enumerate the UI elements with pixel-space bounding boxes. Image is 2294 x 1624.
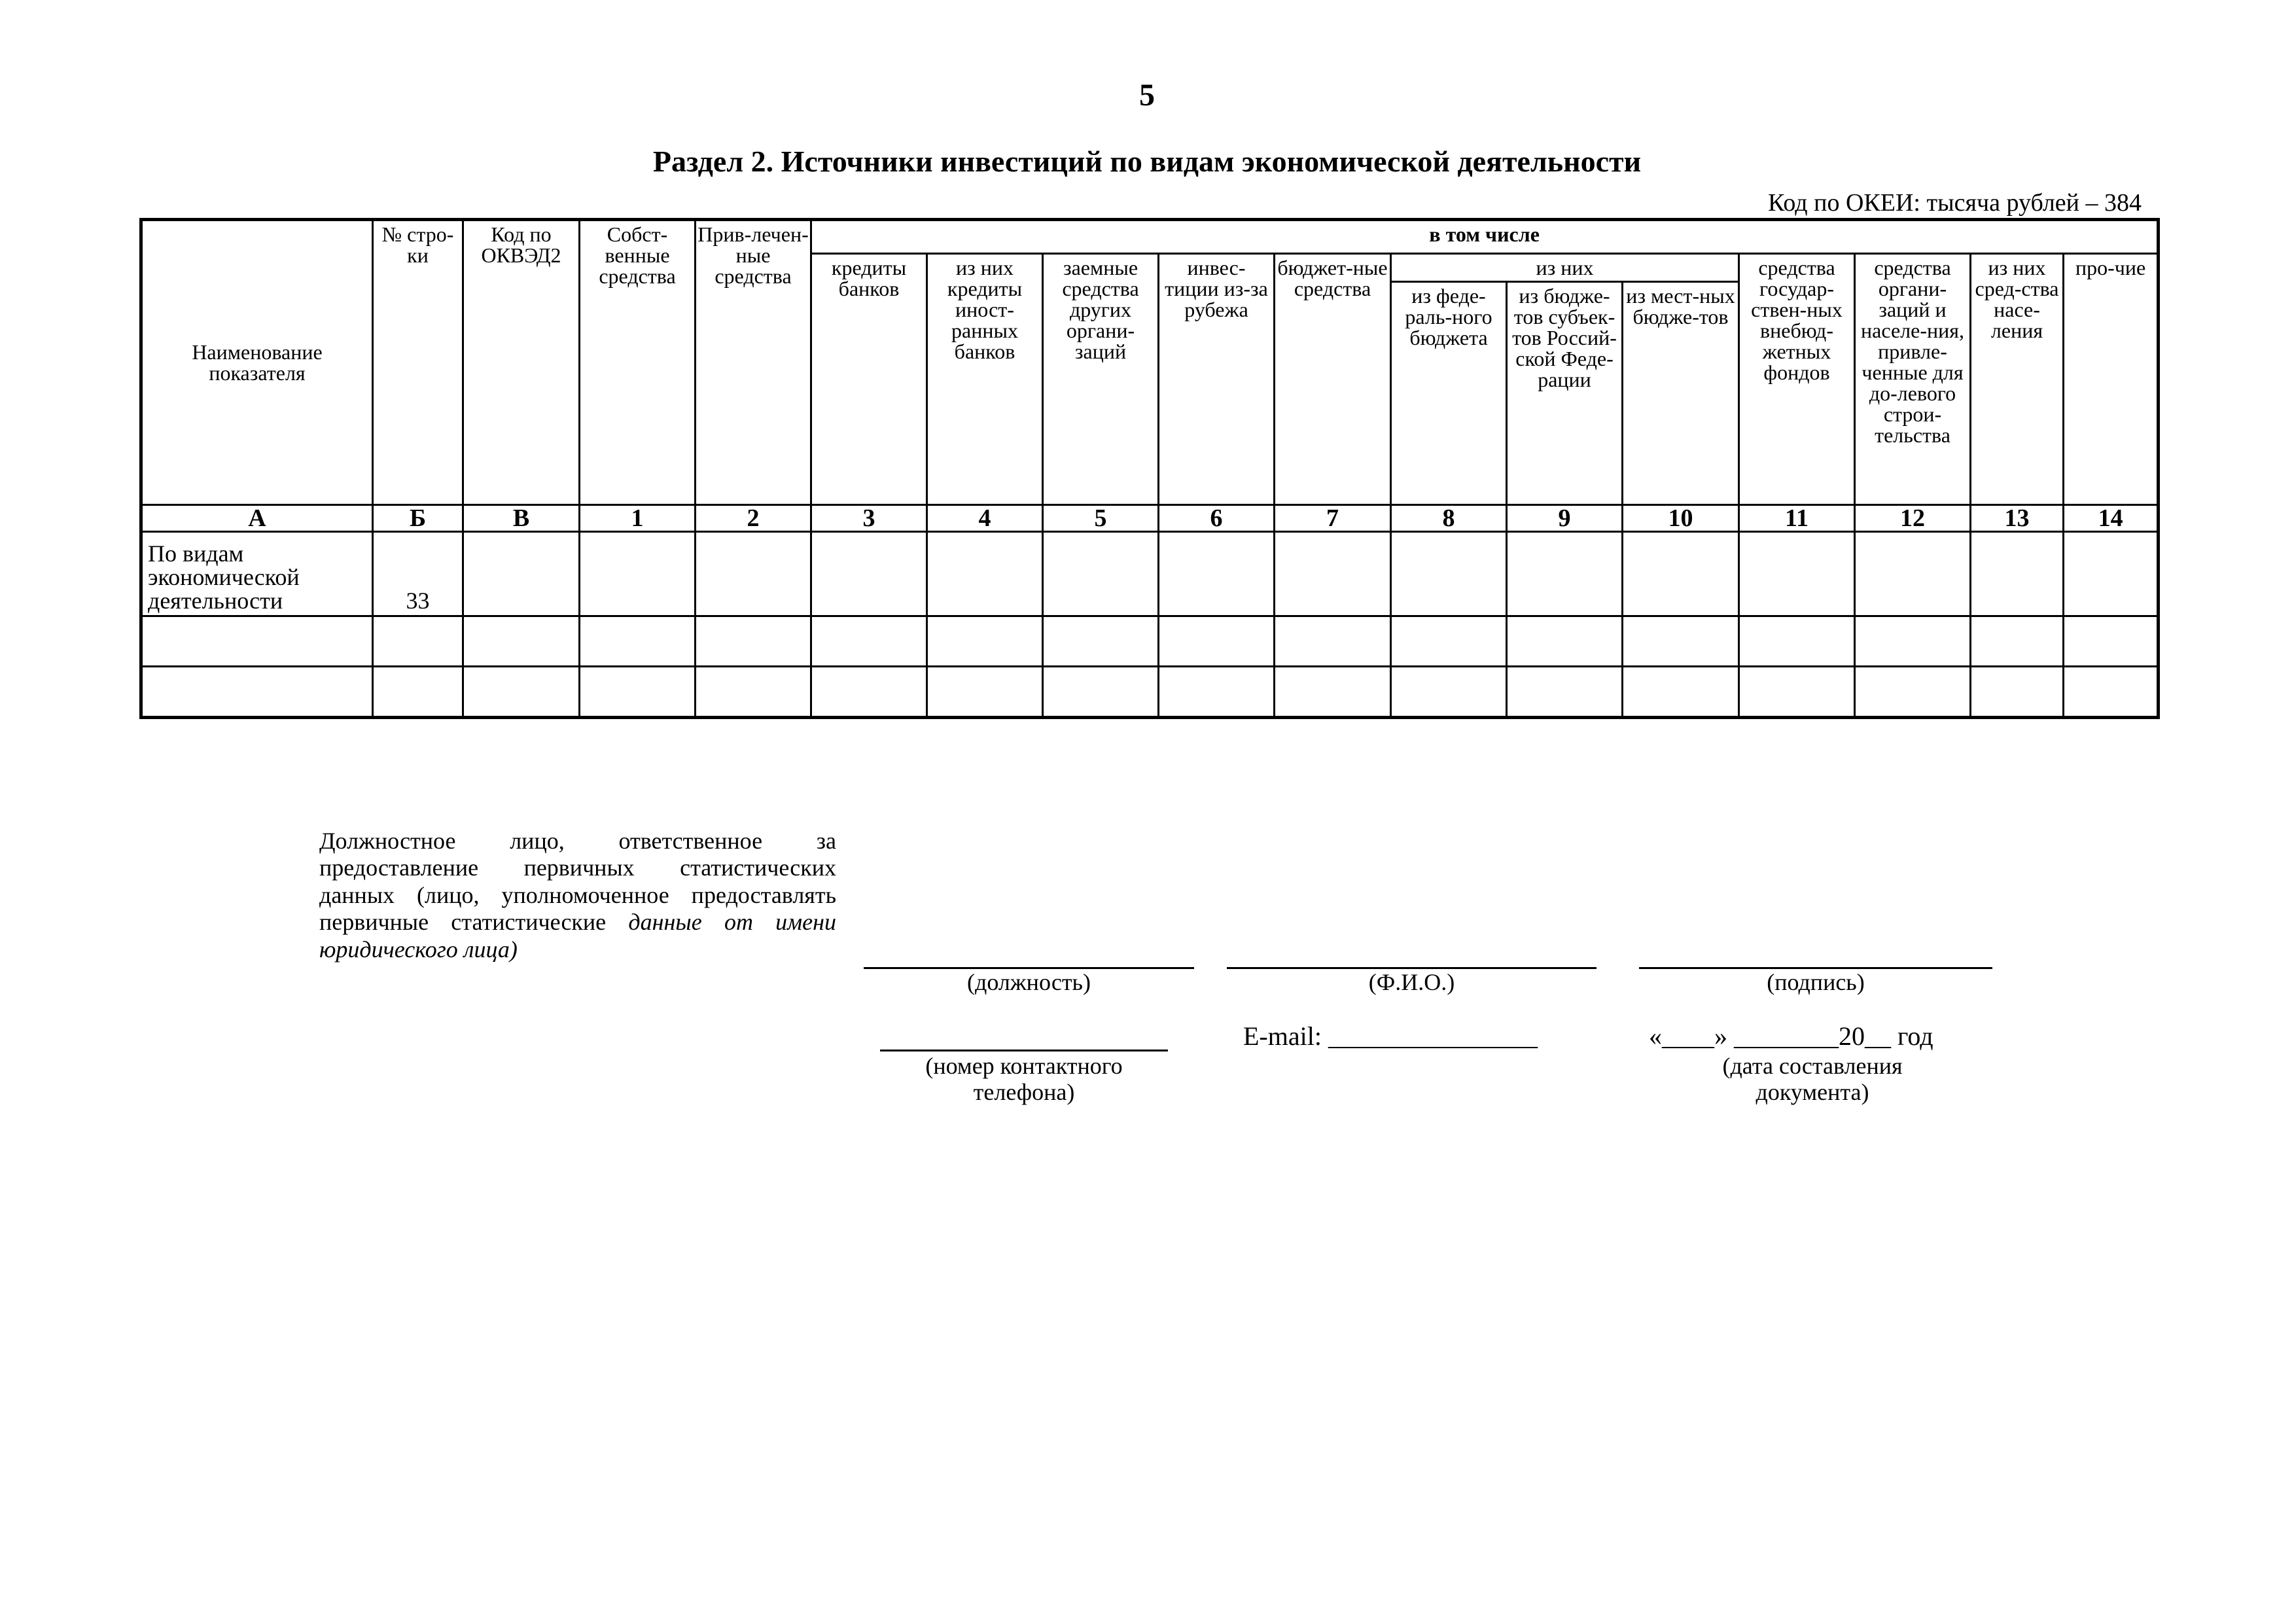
table-cell[interactable] [1507, 667, 1623, 718]
table-cell[interactable] [1043, 616, 1159, 667]
table-cell[interactable] [580, 616, 696, 667]
header-of-them: из них [1391, 254, 1739, 282]
table-cell[interactable] [1971, 532, 2064, 616]
header-borrowed-funds: заемные средства других органи-заций [1043, 254, 1159, 505]
header-population-funds: из них сред-ства насе-ления [1971, 254, 2064, 505]
table-cell[interactable] [696, 532, 811, 616]
column-code: 5 [1043, 505, 1159, 532]
table-cell[interactable] [1159, 667, 1275, 718]
email-field[interactable]: E-mail: ________________ [1243, 1021, 1538, 1051]
row-name: По видам экономической деятельности [141, 532, 373, 616]
table-cell[interactable] [463, 532, 580, 616]
column-code: 11 [1739, 505, 1855, 532]
header-other: про-чие [2064, 254, 2159, 505]
table-cell[interactable] [696, 667, 811, 718]
table-cell[interactable] [811, 667, 927, 718]
column-code: 4 [927, 505, 1043, 532]
section-title: Раздел 2. Источники инвестиций по видам экономической деятельности [652, 145, 1642, 178]
table-cell[interactable] [927, 667, 1043, 718]
column-code: 2 [696, 505, 811, 532]
table-cell[interactable] [1739, 532, 1855, 616]
table-cell[interactable] [1391, 616, 1507, 667]
column-code: 13 [1971, 505, 2064, 532]
column-code: 12 [1855, 505, 1971, 532]
table-cell[interactable] [1275, 667, 1391, 718]
table-cell[interactable] [811, 616, 927, 667]
header-local-budgets: из мест-ных бюдже-тов [1623, 282, 1739, 505]
column-code: А [141, 505, 373, 532]
header-foreign-bank-credits: из них кредиты иност-ранных банков [927, 254, 1043, 505]
header-line-number: № стро-ки [373, 220, 463, 505]
column-code: 3 [811, 505, 927, 532]
header-budget-funds: бюджет-ные средства [1275, 254, 1391, 505]
header-federal-budget: из феде-раль-ного бюджета [1391, 282, 1507, 505]
phone-caption: (номер контактного телефона) [925, 1053, 1123, 1105]
column-code: 10 [1623, 505, 1739, 532]
header-foreign-investment: инвес-тиции из-за рубежа [1159, 254, 1275, 505]
header-attracted-funds: Прив-лечен-ные средства [696, 220, 811, 505]
table-cell[interactable] [696, 616, 811, 667]
header-extrabudgetary-funds: средства государ-ствен-ных внебюд-жетных фондов [1739, 254, 1855, 505]
header-name: Наименование показателя [141, 220, 373, 505]
table-cell[interactable] [1391, 532, 1507, 616]
table-cell[interactable] [463, 667, 580, 718]
table-cell[interactable] [811, 532, 927, 616]
header-own-funds: Собст-венные средства [580, 220, 696, 505]
responsible-person-block [319, 828, 836, 963]
table-cell[interactable] [1623, 532, 1739, 616]
table-cell[interactable] [1391, 667, 1507, 718]
table-cell[interactable] [1623, 667, 1739, 718]
responsible-person-text: Должностное лицо, ответственное за предоставление первичных статистических данных (лицо, уполномоченное предоставлять первичные статистические [319, 828, 836, 936]
header-okved: Код по ОКВЭД2 [463, 220, 580, 505]
header-regional-budgets: из бюдже-тов субъек-тов Россий-ской Феде-рации [1507, 282, 1623, 505]
header-shared-construction: средства органи-заций и населе-ния, привле-ченные для до-левого строи-тельства [1855, 254, 1971, 505]
phone-line[interactable] [880, 1050, 1168, 1051]
table-cell[interactable] [373, 616, 463, 667]
table-cell[interactable] [463, 616, 580, 667]
header-bank-credits: кредиты банков [811, 254, 927, 505]
column-code: 1 [580, 505, 696, 532]
column-code: Б [373, 505, 463, 532]
column-code: 7 [1275, 505, 1391, 532]
column-code: 8 [1391, 505, 1507, 532]
table-cell[interactable] [927, 532, 1043, 616]
table-row [141, 616, 2159, 667]
table-cell[interactable] [373, 667, 463, 718]
table-cell[interactable] [1855, 667, 1971, 718]
column-codes-row [141, 505, 2159, 532]
table-cell[interactable] [2064, 667, 2159, 718]
table-cell[interactable] [1043, 667, 1159, 718]
table-cell[interactable] [1507, 616, 1623, 667]
table-cell[interactable] [580, 667, 696, 718]
table-cell[interactable] [2064, 532, 2159, 616]
table-cell[interactable] [1971, 616, 2064, 667]
column-code: В [463, 505, 580, 532]
table-cell[interactable] [1507, 532, 1623, 616]
position-caption: (должность) [967, 969, 1091, 995]
table-cell[interactable] [1159, 532, 1275, 616]
column-code: 6 [1159, 505, 1275, 532]
table-cell[interactable] [1971, 667, 2064, 718]
table-cell[interactable] [1275, 532, 1391, 616]
investment-sources-table [139, 218, 2160, 719]
table-row [141, 532, 2159, 616]
table-cell[interactable] [1739, 616, 1855, 667]
table-cell[interactable] [1855, 532, 1971, 616]
table-cell[interactable] [141, 616, 373, 667]
table-cell[interactable] [2064, 616, 2159, 667]
header-including: в том числе [811, 220, 2159, 254]
table-cell[interactable] [141, 667, 373, 718]
responsible-person-italic: данные от имени юридического лица) [319, 909, 836, 962]
column-code: 14 [2064, 505, 2159, 532]
page-number: 5 [1139, 78, 1155, 113]
okei-code: Код по ОКЕИ: тысяча рублей – 384 [1767, 189, 2142, 217]
date-caption: (дата составления документа) [1722, 1053, 1903, 1105]
table-cell[interactable] [927, 616, 1043, 667]
signature-caption: (подпись) [1767, 969, 1865, 995]
column-code: 9 [1507, 505, 1623, 532]
table-cell[interactable] [1159, 616, 1275, 667]
date-field[interactable]: «____» ________20__ год [1649, 1021, 1933, 1051]
row-number: 33 [373, 532, 463, 616]
table-cell[interactable] [1623, 616, 1739, 667]
table-cell[interactable] [1275, 616, 1391, 667]
table-row [141, 667, 2159, 718]
fio-caption: (Ф.И.О.) [1368, 969, 1455, 995]
table-cell[interactable] [1739, 667, 1855, 718]
table-cell[interactable] [1855, 616, 1971, 667]
table-cell[interactable] [1043, 532, 1159, 616]
table-cell[interactable] [580, 532, 696, 616]
